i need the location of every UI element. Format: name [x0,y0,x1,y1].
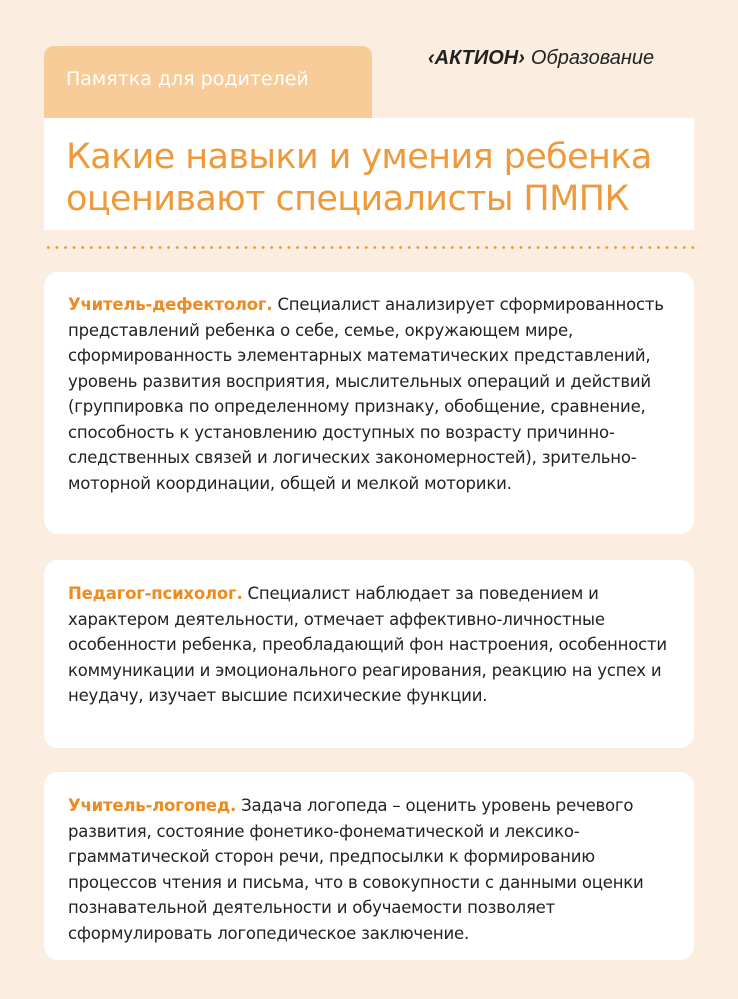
brand-logo [428,44,718,72]
section-card-defectologist [44,272,694,534]
section-card-psychologist [44,560,694,748]
section-heading: Учитель-логопед. [68,796,237,815]
section-paragraph [68,292,670,496]
category-tag [44,46,372,118]
section-heading: Учитель-дефектолог. [68,295,273,314]
page-title-line1: Какие навыки и умения ребенка [66,137,652,177]
section-paragraph [68,581,670,709]
section-card-speech-therapist [44,772,694,960]
section-paragraph [68,793,670,946]
page-title [66,136,694,220]
section-text: Специалист анализирует сформированность представлений ребенка о себе, семье, окружающем мире, сформированность элементарных математических представлений, уровень развития восприятия, мыслительных операций и действий (группировка по определенному признаку, обобщение, сравнение, способность к установлению доступных по возрасту причинно-следственных связей и логических закономерностей), зрительно-моторной координации, общей и мелкой моторики. [68,295,664,493]
section-heading: Педагог-психолог. [68,584,243,603]
category-tag-label: Памятка для родителей [66,68,309,90]
section-text: Задача логопеда – оценить уровень речевого развития, состояние фонетико-фонематической и лексико-грамматической сторон речи, предпосылки к формированию процессов чтения и письма, что в совокупности с данными оценки познавательной деятельности и обучаемости позволяет сформулировать логопедическое заключение. [68,796,644,943]
section-text: Специалист наблюдает за поведением и характером деятельности, отмечает аффективно-личностные особенности ребенка, преобладающий фон настроения, особенности коммуникации и эмоционального реагирования, реакцию на успех и неудачу, изучает высшие психические функции. [68,584,667,705]
logo-brand: ‹АКТИОН› [428,46,525,69]
page-title-line2: оценивают специалисты ПМПК [66,179,629,219]
logo-subtitle: Образование [530,46,655,69]
dotted-divider [44,246,694,249]
title-box [44,118,694,230]
